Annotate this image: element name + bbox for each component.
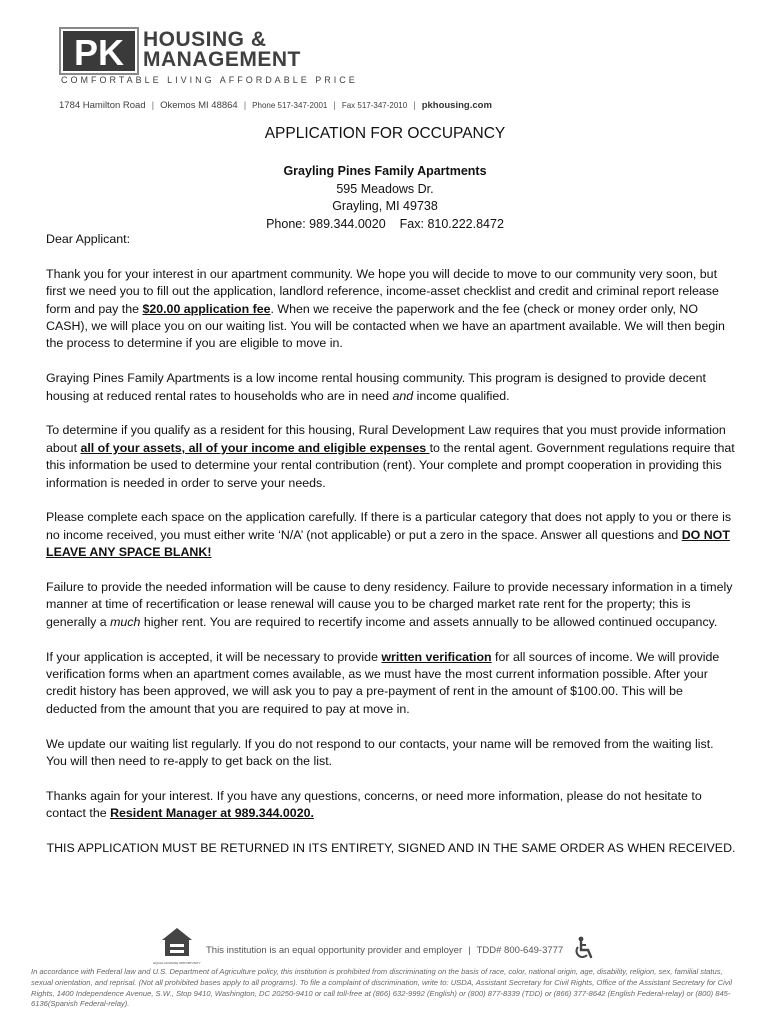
- company-logo: [59, 27, 358, 87]
- nondiscrimination-fineprint: In accordance with Federal law and U.S. Department of Agriculture policy, this institution is prohibited from discriminating on the basis of race, color, national origin, age, disability, religion, sex, familial status, sexual orientation, and reprisal. (Not all prohibited bases apply to all programs). To file a complaint of discrimination, write to: USDA, Assistant Secretary for Civil Rights, Office of the Assistant Secretary for Civil Rights, 1400 Independence Avenue, S.W., Stop 9410, Washington, DC 20250-9410 or call toll-free at (866) 632-9992 (English) or (800) 877-8339 (TDD) or (866) 377-8642 (English Federal-relay) or (800) 845-6136(Spanish Federal-relay).: [31, 967, 733, 1009]
- application-fee: $20.00 application fee: [142, 301, 271, 316]
- paragraph-8: Thanks again for your interest. If you have any questions, concerns, or need more information, please do not hesitate to contact the Resident Manager at 989.344.0020.: [46, 788, 702, 821]
- equal-opportunity-statement: This institution is an equal opportunity provider and employer | TDD# 800-649-3777: [206, 945, 564, 956]
- assets-income-emphasis: all of your assets, all of your income and eligible expenses: [80, 440, 430, 455]
- paragraph-4: Please complete each space on the application carefully. If there is a particular category that does not apply to you or there is no income received, you must either write ‘N/A’ (not applicable) or put a zero in the space. Answer all questions and DO NOT LEAVE ANY SPACE BLANK!: [46, 510, 732, 560]
- eo-statement: This institution is an equal opportunity provider and employer: [206, 945, 463, 956]
- salutation: Dear Applicant:: [46, 232, 131, 246]
- paragraph-7: We update our waiting list regularly. If you do not respond to our contacts, your name will be removed from the waiting list. You will then need to re-apply to get back on the list.: [46, 736, 714, 769]
- brand-tagline: COMFORTABLE LIVING AFFORDABLE PRICE: [61, 75, 358, 85]
- company-phone: Phone 517-347-2001: [252, 101, 328, 110]
- property-name: Grayling Pines Family Apartments: [283, 164, 487, 178]
- equal-housing-icon: [153, 926, 201, 966]
- wheelchair-icon: [573, 936, 595, 960]
- no-blank-warning: DO NOT LEAVE ANY SPACE BLANK!: [46, 527, 730, 560]
- brand-line-2: MANAGEMENT: [143, 48, 301, 71]
- company-city: Okemos MI 48864: [160, 100, 238, 111]
- company-contact-line: 1784 Hamilton Road | Okemos MI 48864 | Phone 517-347-2001 | Fax 517-347-2010 | pkhousing.com: [59, 100, 492, 111]
- paragraph-6: If your application is accepted, it will be necessary to provide written verification for all sources of income. We will provide verification forms when an apartment comes available, as we must have the most current information possible. After your credit history has been approved, we will ask you to pay a pre-payment of rent in the amount of $100.00. This will be deducted from the amount that you are required to pay at move in.: [46, 649, 720, 716]
- property-phone: Phone: 989.344.0020: [266, 216, 386, 231]
- property-street: 595 Meadows Dr.: [336, 181, 434, 196]
- brand-line-1: HOUSING &: [143, 28, 267, 51]
- paragraph-2: Graying Pines Family Apartments is a low income rental housing community. This program is designed to provide decent housing at reduced rental rates to households who are in need and income qualified.: [46, 371, 706, 403]
- page-title: APPLICATION FOR OCCUPANCY: [264, 125, 506, 142]
- property-address-block: [0, 163, 770, 233]
- pk-logo-icon: [59, 27, 139, 75]
- company-address: 1784 Hamilton Road: [59, 100, 146, 111]
- written-verification: written verification: [381, 649, 492, 664]
- paragraph-5: Failure to provide the needed information will be cause to deny residency. Failure to provide necessary information in a timely manner at time of recertification or lease renewal will cause you to be charged market rate rent for the property; this is generally a much higher rent. You are required to recertify income and assets annually to be allowed continued occupancy.: [46, 580, 733, 629]
- closing-notice: THIS APPLICATION MUST BE RETURNED IN ITS ENTIRETY, SIGNED AND IN THE SAME ORDER AS WHEN RECEIVED.: [46, 841, 736, 856]
- tdd-number: TDD# 800-649-3777: [476, 945, 564, 956]
- company-fax: Fax 517-347-2010: [341, 101, 408, 110]
- eho-label: EQUAL HOUSING OPPORTUNITY: [153, 961, 201, 965]
- letter-body: [46, 231, 736, 875]
- property-fax: Fax: 810.222.8472: [399, 216, 504, 231]
- property-city: Grayling, MI 49738: [332, 199, 438, 213]
- paragraph-3: To determine if you qualify as a resident for this housing, Rural Development Law requires that you must provide information about all of your assets, all of your income and eligible expenses to the rental agent. Government regulations require that this information be used to determine your rental contribution (rent). Your complete and prompt cooperation in providing this information is needed in order to serve your needs.: [46, 423, 735, 490]
- logo-letters: PK: [73, 32, 125, 73]
- company-website[interactable]: pkhousing.com: [421, 100, 492, 111]
- resident-manager-contact: Resident Manager at 989.344.0020.: [110, 806, 314, 821]
- paragraph-1: Thank you for your interest in our apartment community. We hope you will decide to move to our community very soon, but first we need you to fill out the application, landlord reference, income-asset checklist and credit and criminal report release form and pay the $20.00 application fee. When we receive the paperwork and the fee (check or money order only, NO CASH), we will place you on our waiting list. You will be contacted when we have an apartment available. We will then begin the process to determine if you are eligible to move in.: [46, 266, 725, 351]
